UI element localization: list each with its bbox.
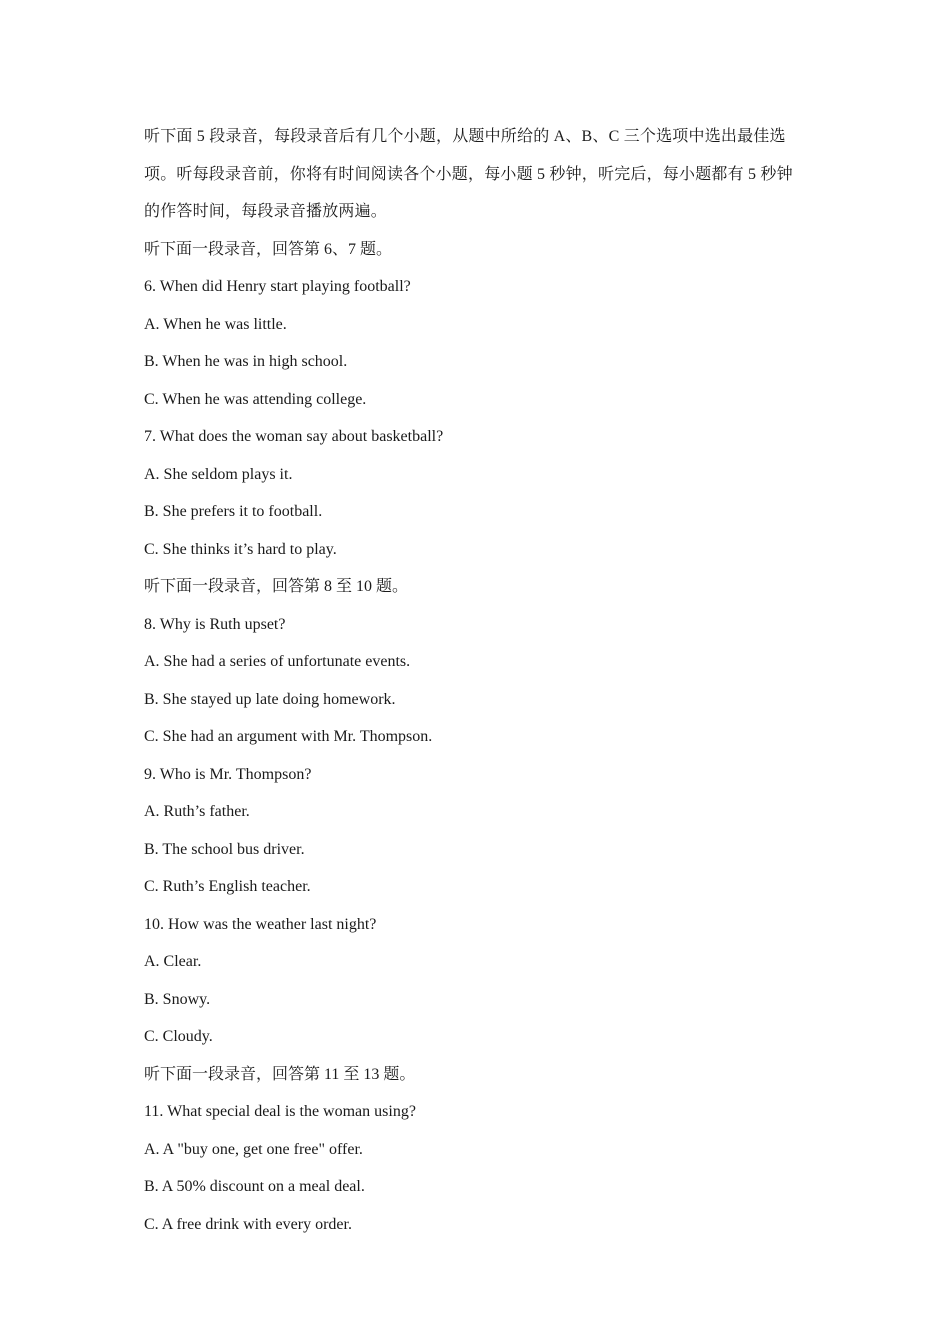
section-heading: 听下面一段录音，回答第 6、7 题。 bbox=[144, 240, 393, 258]
answer-option: B. A 50% discount on a meal deal. bbox=[144, 1178, 365, 1195]
answer-option: C. She had an argument with Mr. Thompson. bbox=[144, 728, 433, 745]
answer-option: A. Ruth’s father. bbox=[144, 803, 250, 820]
answer-option: B. She stayed up late doing homework. bbox=[144, 690, 396, 708]
answer-option: A. Clear. bbox=[144, 953, 202, 970]
answer-option: B. Snowy. bbox=[144, 990, 211, 1008]
answer-option: B. The school bus driver. bbox=[144, 840, 305, 858]
answer-option: A. When he was little. bbox=[144, 315, 287, 333]
answer-option: A. She seldom plays it. bbox=[144, 465, 293, 483]
answer-option: C. When he was attending college. bbox=[144, 390, 367, 408]
answer-option: A. A "buy one, get one free" offer. bbox=[144, 1140, 363, 1158]
question-stem: 10. How was the weather last night? bbox=[144, 915, 377, 933]
question-stem: 7. What does the woman say about basketball? bbox=[144, 428, 444, 445]
answer-option: B. She prefers it to football. bbox=[144, 503, 323, 520]
question-stem: 9. Who is Mr. Thompson? bbox=[144, 765, 312, 783]
section-heading: 听下面一段录音，回答第 8 至 10 题。 bbox=[144, 578, 409, 595]
answer-option: C. Cloudy. bbox=[144, 1028, 213, 1045]
answer-option: A. She had a series of unfortunate events. bbox=[144, 653, 411, 670]
instructions-paragraph: 听下面 5 段录音，每段录音后有几个小题，从题中所给的 A、B、C 三个选项中选出最佳选项。听每段录音前，你将有时间阅读各个小题，每小题 5 秒钟，听完后，每小题都有 5 秒钟的作答时间，每段录音播放两遍。 bbox=[144, 128, 793, 220]
answer-option: C. A free drink with every order. bbox=[144, 1215, 352, 1233]
answer-option: C. Ruth’s English teacher. bbox=[144, 878, 311, 895]
question-stem: 11. What special deal is the woman using? bbox=[144, 1103, 416, 1120]
question-stem: 8. Why is Ruth upset? bbox=[144, 615, 286, 633]
answer-option: B. When he was in high school. bbox=[144, 353, 348, 370]
exam-page bbox=[144, 118, 804, 1243]
question-stem: 6. When did Henry start playing football? bbox=[144, 278, 411, 295]
section-heading: 听下面一段录音，回答第 11 至 13 题。 bbox=[144, 1065, 416, 1083]
answer-option: C. She thinks it’s hard to play. bbox=[144, 540, 337, 558]
